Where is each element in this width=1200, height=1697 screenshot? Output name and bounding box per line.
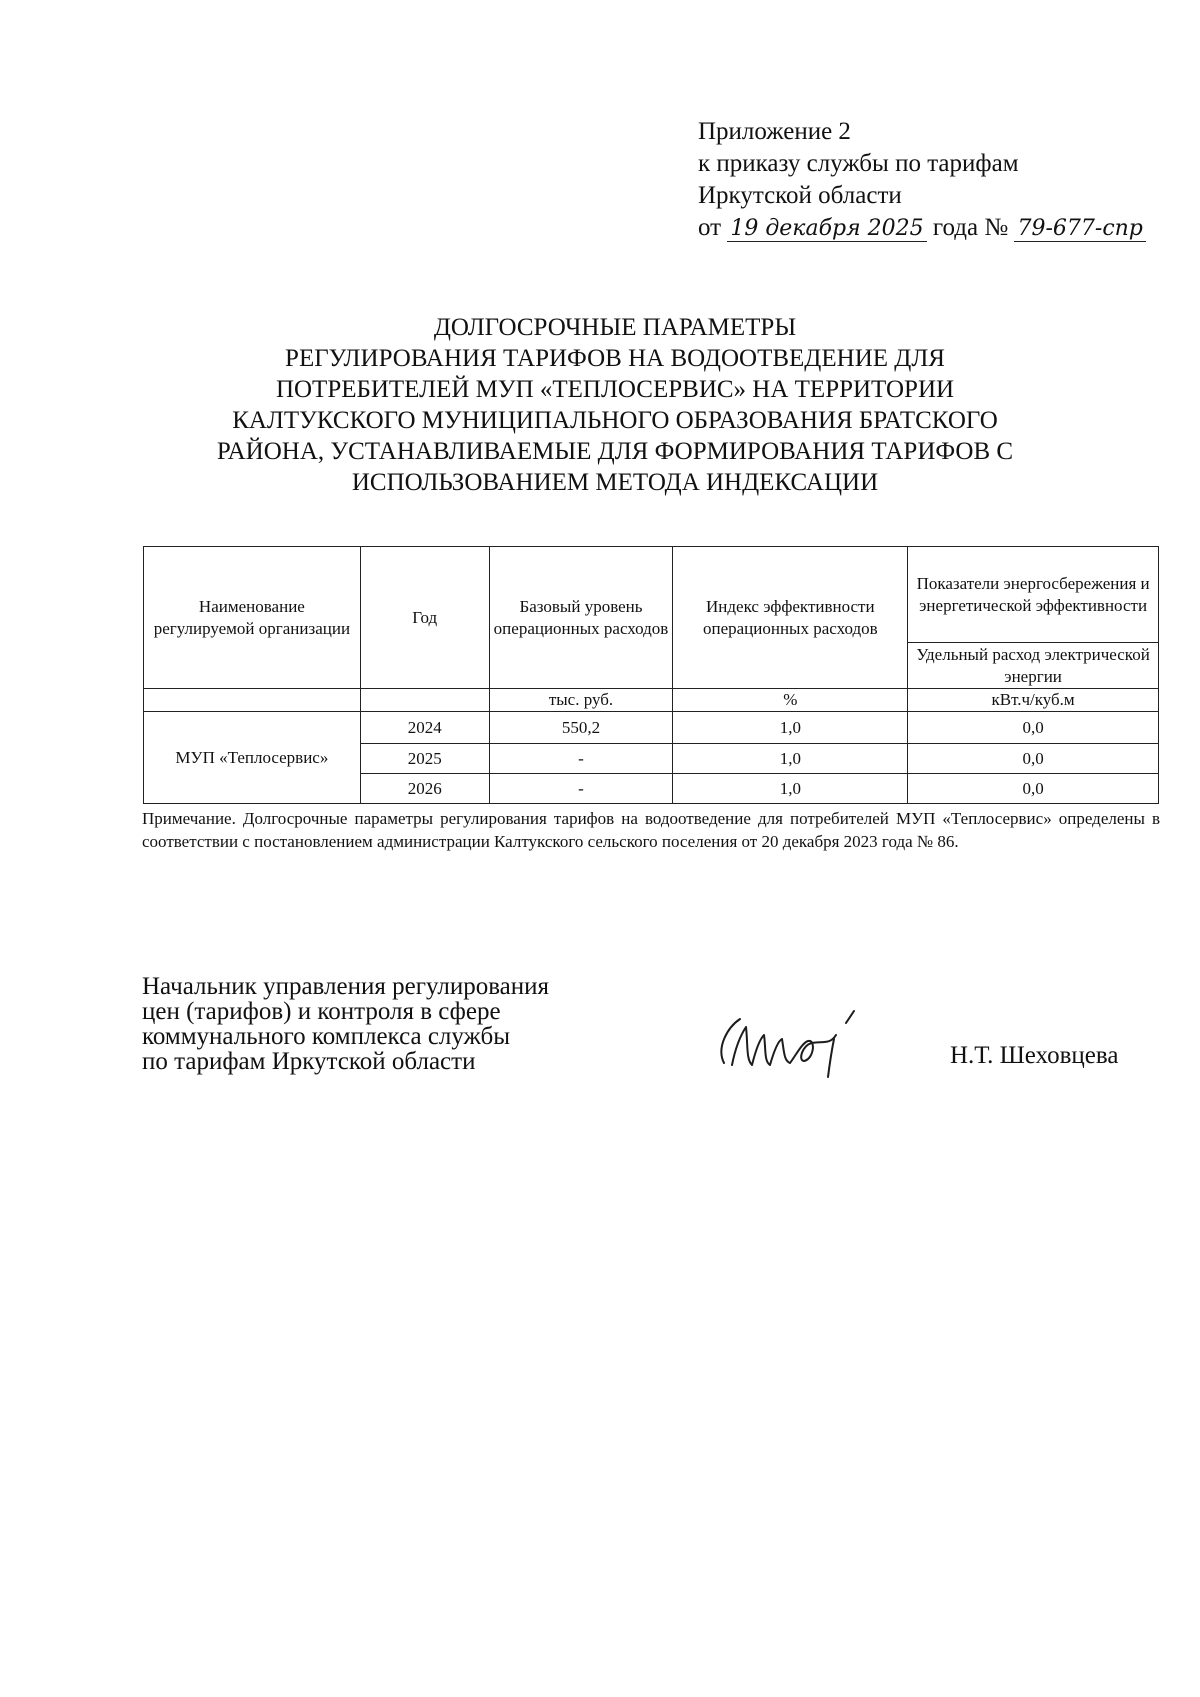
cell-year: 2025 [360, 744, 489, 774]
title-line: ДОЛГОСРОЧНЫЕ ПАРАМЕТРЫ [433, 314, 797, 341]
annex-line-3: Иркутской области [698, 182, 902, 209]
signer-name: Н.Т. Шеховцева [950, 1042, 1119, 1069]
title-line: РЕГУЛИРОВАНИЯ ТАРИФОВ НА ВОДООТВЕДЕНИЕ ДЛЯ [285, 345, 945, 372]
annex-year-number: года № [932, 214, 1009, 241]
cell-year: 2026 [360, 774, 489, 804]
position-line: коммунального комплекса службы [142, 1023, 511, 1050]
unit-base: тыс. руб. [489, 689, 673, 712]
cell-energy: 0,0 [908, 712, 1159, 744]
header-base-level: Базовый уровень операционных расходов [489, 547, 673, 689]
annex-line-4 [698, 212, 1146, 244]
annex-from: от [698, 214, 722, 241]
cell-base: - [489, 774, 673, 804]
annex-line-2: к приказу службы по тарифам [698, 150, 1019, 177]
signatory-position [142, 974, 549, 1074]
note-text: Примечание. Долгосрочные параметры регулирования тарифов на водоотведение для потребителей МУП «Теплосервис» определены в соответствии с постановлением администрации Калтукского сельского поселения от 20 декабря 2023 года № 86. [142, 809, 1160, 851]
header-energy-consumption: Удельный расход электрической энергии [908, 643, 1159, 689]
header-year: Год [360, 547, 489, 689]
annex-line-1: Приложение 2 [698, 118, 851, 145]
position-line: цен (тарифов) и контроля в сфере [142, 998, 501, 1025]
table-row [144, 712, 1159, 744]
cell-base: - [489, 744, 673, 774]
header-organization: Наименование регулируемой организации [144, 547, 361, 689]
cell-energy: 0,0 [908, 774, 1159, 804]
document-title [150, 312, 1080, 498]
title-line: ПОТРЕБИТЕЛЕЙ МУП «ТЕПЛОСЕРВИС» НА ТЕРРИТОРИИ [275, 376, 955, 403]
position-line: Начальник управления регулирования [142, 973, 550, 1000]
cell-energy: 0,0 [908, 744, 1159, 774]
unit-empty [360, 689, 489, 712]
unit-index: % [673, 689, 908, 712]
title-line: ИСПОЛЬЗОВАНИЕМ МЕТОДА ИНДЕКСАЦИИ [351, 469, 879, 496]
annex-header [698, 116, 1146, 244]
cell-base: 550,2 [489, 712, 673, 744]
signature-mark [706, 1005, 906, 1085]
header-energy-group: Показатели энергосбережения и энергетической эффективности [908, 547, 1159, 643]
cell-index: 1,0 [673, 744, 908, 774]
position-line: по тарифам Иркутской области [142, 1048, 476, 1075]
handwritten-number: 79-677-спр [1014, 217, 1145, 242]
unit-empty [144, 689, 361, 712]
cell-year: 2024 [360, 712, 489, 744]
unit-energy: кВт.ч/куб.м [908, 689, 1159, 712]
parameters-table [143, 546, 1159, 804]
title-line: КАЛТУКСКОГО МУНИЦИПАЛЬНОГО ОБРАЗОВАНИЯ БРАТСКОГО [232, 407, 998, 434]
cell-index: 1,0 [673, 774, 908, 804]
header-efficiency-index: Индекс эффективности операционных расходов [673, 547, 908, 689]
cell-index: 1,0 [673, 712, 908, 744]
handwritten-date: 19 декабря 2025 [727, 217, 926, 242]
organization-name: МУП «Теплосервис» [144, 712, 361, 804]
title-line: РАЙОНА, УСТАНАВЛИВАЕМЫЕ ДЛЯ ФОРМИРОВАНИЯ ТАРИФОВ С [216, 438, 1014, 465]
